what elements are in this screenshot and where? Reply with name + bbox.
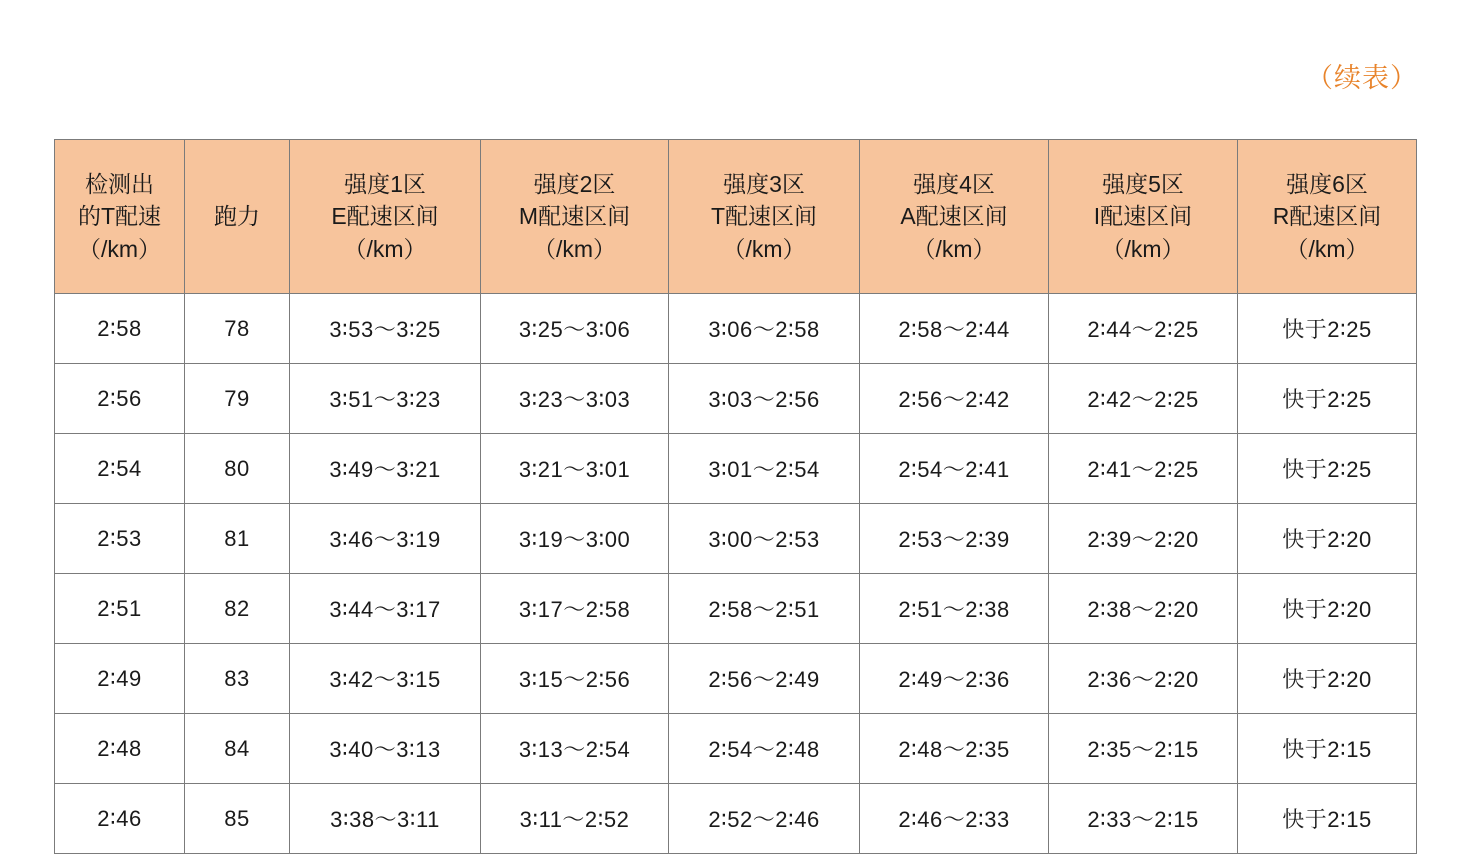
cell-zone-6: 快于2∶20 [1238,644,1417,714]
cell-detected-t-pace: 2∶46 [55,784,185,854]
table-row [55,364,1417,434]
cell-zone-3: 3∶06～2∶58 [669,294,860,364]
cell-zone-6: 快于2∶15 [1238,784,1417,854]
cell-zone-4: 2∶58～2∶44 [860,294,1049,364]
header-row [55,140,1417,294]
cell-zone-1: 3∶46～3∶19 [290,504,481,574]
cell-zone-2: 3∶19～3∶00 [481,504,669,574]
cell-zone-6: 快于2∶15 [1238,714,1417,784]
pace-zones-table-wrapper [54,139,1416,854]
cell-zone-2: 3∶23～3∶03 [481,364,669,434]
header-line: 强度5区 [1102,170,1184,197]
cell-zone-3: 3∶00～2∶53 [669,504,860,574]
cell-zone-4: 2∶49～2∶36 [860,644,1049,714]
cell-vdot: 78 [185,294,290,364]
cell-detected-t-pace: 2∶51 [55,574,185,644]
header-cell-zone-6 [1238,140,1417,294]
cell-zone-6: 快于2∶20 [1238,574,1417,644]
cell-zone-3: 2∶56～2∶49 [669,644,860,714]
cell-zone-4: 2∶54～2∶41 [860,434,1049,504]
cell-vdot: 79 [185,364,290,434]
cell-detected-t-pace: 2∶48 [55,714,185,784]
cell-detected-t-pace: 2∶58 [55,294,185,364]
header-line: I配速区间 [1093,203,1193,230]
table-row [55,714,1417,784]
header-line: 的T配速 [77,203,162,230]
cell-zone-6: 快于2∶20 [1238,504,1417,574]
header-line: （/km） [1101,235,1185,262]
pace-zones-table [54,139,1417,854]
header-line: （/km） [912,235,996,262]
header-line: （/km） [532,235,617,262]
cell-detected-t-pace: 2∶54 [55,434,185,504]
cell-zone-3: 3∶01～2∶54 [669,434,860,504]
cell-zone-3: 2∶58～2∶51 [669,574,860,644]
cell-zone-1: 3∶38～3∶11 [290,784,481,854]
header-cell-detected-t-pace [55,140,185,294]
cell-zone-5: 2∶42～2∶25 [1049,364,1238,434]
table-row [55,574,1417,644]
header-line: E配速区间 [331,203,439,230]
header-line: 强度2区 [533,170,616,197]
header-line: 检测出 [85,170,154,197]
table-row [55,434,1417,504]
cell-vdot: 81 [185,504,290,574]
header-line: （/km） [722,235,806,262]
cell-zone-2: 3∶25～3∶06 [481,294,669,364]
cell-zone-3: 2∶52～2∶46 [669,784,860,854]
cell-zone-2: 3∶21～3∶01 [481,434,669,504]
cell-zone-1: 3∶51～3∶23 [290,364,481,434]
cell-zone-5: 2∶44～2∶25 [1049,294,1238,364]
cell-zone-1: 3∶40～3∶13 [290,714,481,784]
cell-vdot: 83 [185,644,290,714]
cell-zone-6: 快于2∶25 [1238,364,1417,434]
header-cell-zone-5 [1049,140,1238,294]
continued-table-label: （续表） [1306,63,1418,93]
header-line: （/km） [77,235,162,262]
cell-zone-5: 2∶36～2∶20 [1049,644,1238,714]
header-cell-zone-4 [860,140,1049,294]
header-line: 强度6区 [1286,170,1368,197]
cell-vdot: 85 [185,784,290,854]
cell-zone-2: 3∶17～2∶58 [481,574,669,644]
cell-zone-5: 2∶41～2∶25 [1049,434,1238,504]
table-row [55,294,1417,364]
cell-zone-2: 3∶13～2∶54 [481,714,669,784]
cell-zone-5: 2∶35～2∶15 [1049,714,1238,784]
cell-zone-3: 2∶54～2∶48 [669,714,860,784]
cell-zone-5: 2∶39～2∶20 [1049,504,1238,574]
table-body [55,294,1417,854]
header-line: 跑力 [214,203,260,230]
header-cell-zone-2 [481,140,669,294]
cell-zone-5: 2∶38～2∶20 [1049,574,1238,644]
cell-zone-3: 3∶03～2∶56 [669,364,860,434]
header-line: A配速区间 [900,203,1008,230]
cell-zone-1: 3∶49～3∶21 [290,434,481,504]
cell-zone-4: 2∶53～2∶39 [860,504,1049,574]
header-line: 强度3区 [723,170,805,197]
header-cell-zone-3 [669,140,860,294]
cell-vdot: 82 [185,574,290,644]
header-cell-vdot [185,140,290,294]
cell-detected-t-pace: 2∶49 [55,644,185,714]
cell-vdot: 84 [185,714,290,784]
table-row [55,644,1417,714]
cell-zone-6: 快于2∶25 [1238,434,1417,504]
cell-zone-4: 2∶56～2∶42 [860,364,1049,434]
header-line: 强度1区 [344,170,426,197]
header-cell-zone-1 [290,140,481,294]
header-line: M配速区间 [518,203,631,230]
cell-zone-4: 2∶46～2∶33 [860,784,1049,854]
cell-detected-t-pace: 2∶53 [55,504,185,574]
cell-detected-t-pace: 2∶56 [55,364,185,434]
table-row [55,784,1417,854]
table-header [55,140,1417,294]
header-line: T配速区间 [710,203,818,230]
cell-zone-2: 3∶15～2∶56 [481,644,669,714]
cell-zone-1: 3∶53～3∶25 [290,294,481,364]
cell-zone-4: 2∶48～2∶35 [860,714,1049,784]
cell-zone-5: 2∶33～2∶15 [1049,784,1238,854]
header-line: （/km） [343,235,427,262]
header-line: R配速区间 [1272,203,1382,230]
table-row [55,504,1417,574]
cell-zone-6: 快于2∶25 [1238,294,1417,364]
cell-zone-1: 3∶44～3∶17 [290,574,481,644]
header-line: 强度4区 [913,170,995,197]
header-line: （/km） [1285,235,1369,262]
cell-zone-2: 3∶11～2∶52 [481,784,669,854]
cell-vdot: 80 [185,434,290,504]
cell-zone-4: 2∶51～2∶38 [860,574,1049,644]
cell-zone-1: 3∶42～3∶15 [290,644,481,714]
